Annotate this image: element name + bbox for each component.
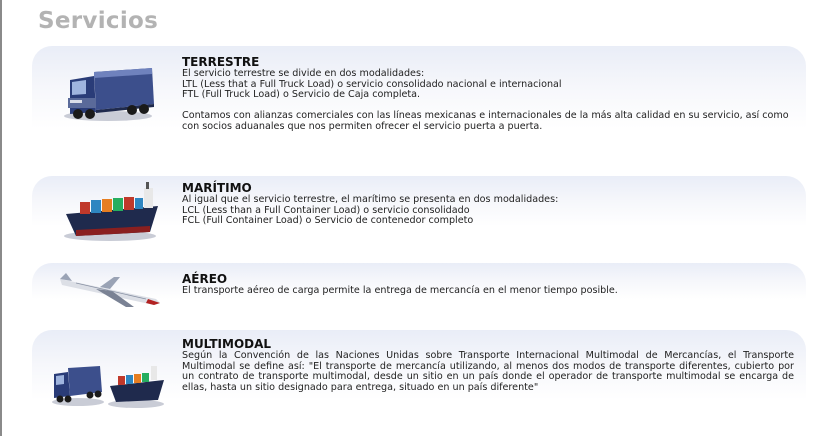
cargo-ship-icon <box>46 176 156 248</box>
service-line: El transporte aéreo de carga permite la entrega de mercancía en el menor tiempo posible. <box>182 285 618 296</box>
service-paragraph: Contamos con alianzas comerciales con las líneas mexicanas e internacionales de la más alta calidad en su servicio, así como con socios aduanales que nos permiten ofrecer el servicio puerta a puerta. <box>182 110 789 132</box>
service-multimodal <box>32 330 806 430</box>
service-line: Al igual que el servicio terrestre, el marítimo se presenta en dos modalidades: <box>182 194 559 205</box>
service-maritimo <box>32 176 806 248</box>
service-multimodal-content <box>182 338 794 393</box>
service-body: Según la Convención de las Naciones Unidas sobre Transporte Internacional Multimodal de Mercancías, el Transporte Multimodal se define así: "El transporte de mercancía utilizando, al menos dos modos de transporte diferentes, cubierto por un contrato de transporte multimodal, desde un sitio en un país donde el operador de transporte multimodal se encarga de ellas, hasta un sitio designado para entrega, situado en un país diferente" <box>182 350 794 393</box>
service-title: MARÍTIMO <box>182 181 252 195</box>
page-title: Servicios <box>38 8 159 34</box>
service-title: AÉREO <box>182 272 228 286</box>
corner-accent <box>809 0 826 17</box>
service-line: LTL (Less that a Full Truck Load) o servicio consolidado nacional e internacional <box>182 78 562 90</box>
service-aereo-content <box>182 273 794 297</box>
service-terrestre-content <box>182 56 794 133</box>
service-aereo <box>32 263 806 315</box>
service-terrestre <box>32 46 806 164</box>
service-title: MULTIMODAL <box>182 337 272 351</box>
service-line: FCL (Full Container Load) o Servicio de contenedor completo <box>182 215 474 227</box>
service-line: El servicio terrestre se divide en dos modalidades: <box>182 68 425 79</box>
service-title: TERRESTRE <box>182 55 260 69</box>
airplane-icon <box>46 263 156 315</box>
service-line: FTL (Full Truck Load) o Servicio de Caja completa. <box>182 89 421 101</box>
truck-icon <box>46 46 156 164</box>
service-line: LCL (Less than a Full Container Load) o servicio consolidado <box>182 204 470 216</box>
truck-and-ship-icon <box>46 330 156 430</box>
service-maritimo-content <box>182 182 794 227</box>
